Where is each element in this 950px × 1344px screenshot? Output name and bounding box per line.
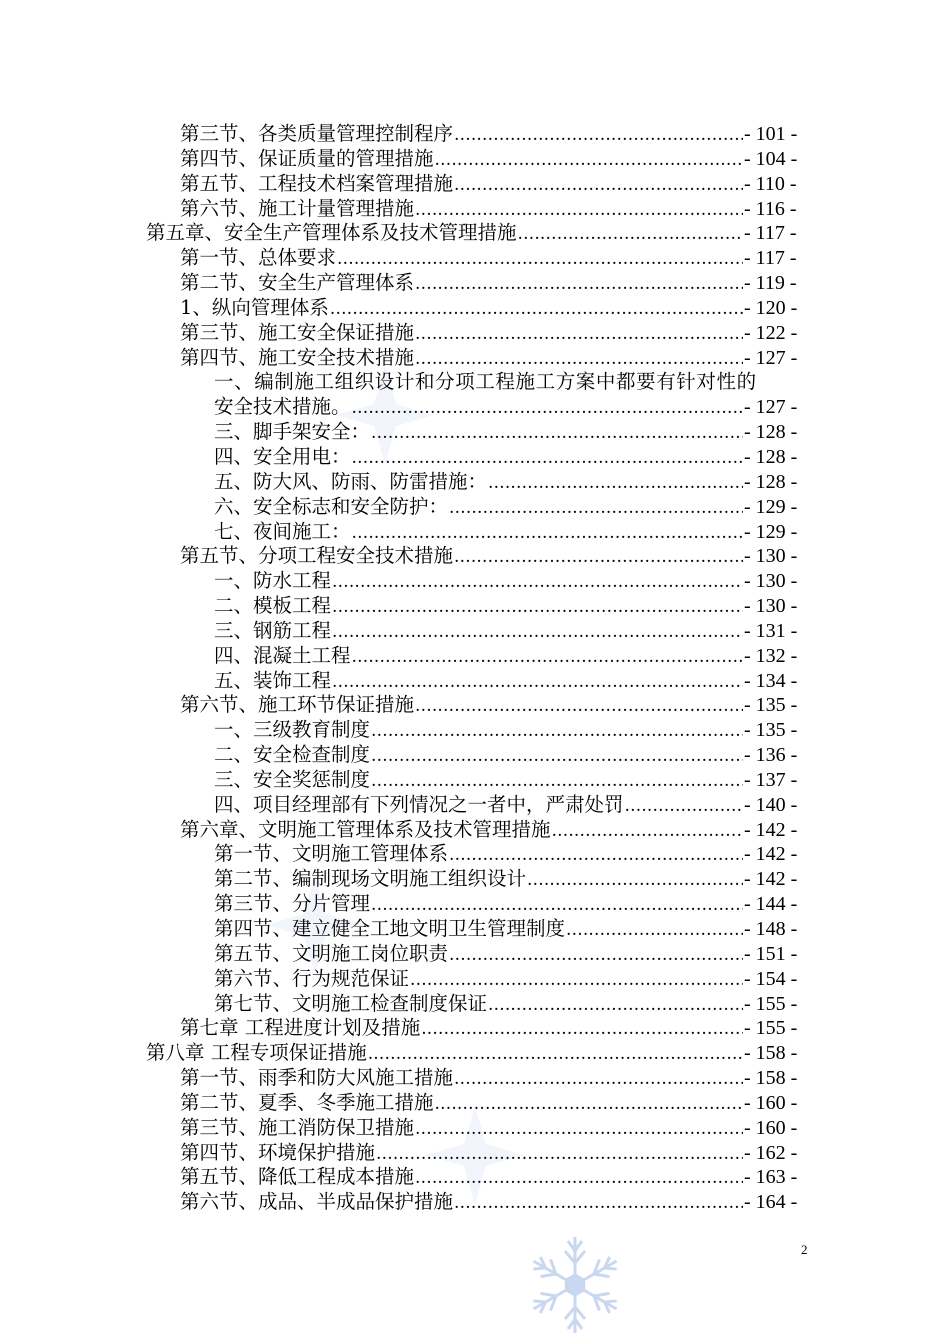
toc-entry-page-number: - 117 - <box>744 222 797 245</box>
toc-entry-title: 第四节、建立健全工地文明卫生管理制度 <box>214 917 566 940</box>
toc-entry-page-number: - 127 - <box>744 346 798 369</box>
dot-leader <box>449 842 743 868</box>
toc-entry[interactable] <box>214 569 806 594</box>
toc-entry[interactable] <box>214 942 806 967</box>
toc-entry-title: 第二节、安全生产管理体系 <box>180 271 415 295</box>
toc-entry[interactable] <box>180 321 806 346</box>
toc-entry-title: 第五节、文明施工岗位职责 <box>214 941 449 965</box>
toc-entry-title: 四、安全用电： <box>214 444 351 468</box>
dot-leader <box>337 246 743 272</box>
dot-leader <box>415 1165 743 1191</box>
toc-entry-title: 一、防水工程 <box>214 569 332 593</box>
toc-entry-title: 七、夜间施工： <box>214 519 351 543</box>
toc-entry[interactable] <box>180 1091 806 1116</box>
dot-leader <box>625 793 743 819</box>
dot-leader <box>371 768 743 794</box>
toc-entry[interactable] <box>214 793 806 818</box>
toc-entry-page-number: - 101 - <box>744 123 798 145</box>
dot-leader <box>566 917 743 943</box>
toc-entry[interactable] <box>214 892 806 917</box>
toc-entry[interactable] <box>214 917 806 942</box>
toc-entry-page-number: - 155 - <box>744 992 798 1015</box>
table-of-contents <box>0 122 950 1215</box>
toc-entry-title: 第六节、行为规范保证 <box>214 966 410 990</box>
dot-leader <box>371 420 743 446</box>
toc-entry-page-number: - 119 - <box>744 272 797 295</box>
toc-entry-title: 三、钢筋工程 <box>214 618 332 642</box>
toc-entry-title: 一、三级教育制度 <box>214 718 371 742</box>
dot-leader <box>449 942 743 968</box>
dot-leader <box>454 172 743 198</box>
toc-entry[interactable] <box>180 1165 806 1190</box>
toc-entry-page-number: - 129 - <box>744 495 798 518</box>
dot-leader <box>415 197 743 223</box>
toc-entry[interactable] <box>214 395 806 420</box>
toc-entry[interactable] <box>214 445 806 470</box>
toc-entry[interactable] <box>180 1066 806 1091</box>
dot-leader <box>352 644 743 670</box>
toc-entry-page-number: - 110 - <box>744 172 797 195</box>
toc-entry-page-number: - 120 - <box>744 296 798 319</box>
toc-entry-page-number: - 137 - <box>744 768 798 791</box>
dot-leader <box>371 743 743 769</box>
toc-entry-title: 三、安全奖惩制度 <box>214 767 371 791</box>
dot-leader <box>332 619 743 645</box>
toc-entry-page-number: - 129 - <box>744 520 798 543</box>
toc-entry[interactable] <box>180 1141 806 1166</box>
toc-entry-page-number: - 136 - <box>744 744 798 767</box>
toc-entry-title: 四、项目经理部有下列情况之一者中，严肃处罚 <box>214 792 624 816</box>
dot-leader <box>421 1016 743 1042</box>
toc-entry-title: 六、安全标志和安全防护： <box>214 494 449 518</box>
dot-leader <box>488 992 743 1018</box>
toc-entry[interactable] <box>214 743 806 768</box>
toc-entry[interactable] <box>180 197 806 222</box>
toc-entry-page-number: - 140 - <box>744 793 798 816</box>
toc-entry-title: 第六节、成品、半成品保护措施 <box>180 1190 454 1214</box>
dot-leader <box>435 147 743 173</box>
toc-entry[interactable] <box>180 246 806 271</box>
toc-entry[interactable] <box>180 122 806 147</box>
toc-entry[interactable] <box>214 867 806 892</box>
toc-entry-title: 第一节、文明施工管理体系 <box>214 842 449 866</box>
toc-entry[interactable] <box>214 520 806 545</box>
page-number: 2 <box>801 1242 808 1257</box>
dot-leader <box>415 346 743 372</box>
dot-leader <box>332 594 743 620</box>
toc-entry[interactable] <box>180 271 806 296</box>
dot-leader <box>352 445 743 471</box>
toc-entry-title: 1、纵向管理体系 <box>180 295 329 319</box>
toc-entry-page-number: - 135 - <box>744 719 798 742</box>
toc-entry[interactable] <box>180 346 806 371</box>
toc-entry-page-number: - 160 - <box>744 1116 798 1139</box>
dot-leader <box>415 1116 743 1142</box>
toc-entry-title: 第四节、施工安全技术措施 <box>180 345 415 369</box>
dot-leader <box>454 544 743 570</box>
snowflake-logo-icon <box>520 1230 630 1340</box>
toc-entry-title: 第七节、文明施工检查制度保证 <box>214 991 488 1015</box>
toc-entry-title: 三、脚手架安全： <box>214 420 371 444</box>
toc-entry-title: 五、装饰工程 <box>214 668 332 692</box>
toc-entry-title: 第三节、施工安全保证措施 <box>180 320 415 344</box>
toc-entry[interactable] <box>180 544 806 569</box>
toc-entry-page-number: - 142 - <box>744 818 798 841</box>
dot-leader <box>518 221 743 247</box>
toc-entry-page-number: - 142 - <box>744 843 798 866</box>
toc-entry[interactable] <box>214 420 806 445</box>
toc-entry-page-number: - 162 - <box>744 1141 798 1164</box>
dot-leader <box>410 967 743 993</box>
dot-leader <box>552 818 743 844</box>
toc-entry-page-number: - 131 - <box>744 619 798 642</box>
toc-entry-title: 第五章、安全生产管理体系及技术管理措施 <box>146 221 517 245</box>
toc-entry-title: 第四节、保证质量的管理措施 <box>180 146 434 170</box>
dot-leader <box>415 321 743 347</box>
toc-entry[interactable] <box>180 147 806 172</box>
toc-entry-title: 第七章 工程进度计划及措施 <box>180 1016 421 1040</box>
dot-leader <box>368 1041 743 1067</box>
toc-entry[interactable] <box>180 1190 806 1215</box>
toc-entry-title: 第三节、分片管理 <box>214 892 371 916</box>
dot-leader <box>415 693 743 719</box>
toc-entry-page-number: - 128 - <box>744 421 798 444</box>
toc-entry-title: 第三节、各类质量管理控制程序 <box>180 122 454 145</box>
toc-entry-page-number: - 132 - <box>744 644 798 667</box>
toc-entry[interactable] <box>180 1016 806 1041</box>
toc-entry[interactable] <box>214 842 806 867</box>
toc-entry-title: 第六节、施工计量管理措施 <box>180 196 415 220</box>
toc-entry[interactable] <box>214 768 806 793</box>
toc-entry-page-number: - 130 - <box>744 570 798 593</box>
toc-entry[interactable] <box>180 818 806 843</box>
dot-leader <box>435 1091 743 1117</box>
dot-leader <box>449 495 743 521</box>
dot-leader <box>415 271 743 297</box>
toc-entry[interactable] <box>214 619 806 644</box>
dot-leader <box>488 470 743 496</box>
toc-entry-title: 第六章、文明施工管理体系及技术管理措施 <box>180 817 551 841</box>
toc-entry[interactable] <box>146 1041 806 1066</box>
toc-entry-page-number: - 144 - <box>744 893 798 916</box>
toc-entry[interactable] <box>214 718 806 743</box>
toc-entry-page-number: - 117 - <box>744 247 797 270</box>
toc-entry-page-number: - 148 - <box>744 918 798 940</box>
toc-entry-title: 四、混凝土工程 <box>214 643 351 667</box>
dot-leader <box>454 1190 743 1216</box>
toc-entry-page-number: - 130 - <box>744 595 798 618</box>
toc-entry-page-number: - 130 - <box>744 545 798 568</box>
toc-rows <box>0 122 806 1215</box>
toc-entry-title: 第六节、施工环节保证措施 <box>180 693 415 717</box>
toc-entry-page-number: - 155 - <box>744 1017 798 1040</box>
toc-entry-page-number: - 154 - <box>744 967 798 990</box>
toc-entry[interactable] <box>146 221 806 246</box>
toc-entry-title: 第一节、总体要求 <box>180 246 337 270</box>
toc-entry-title: 第三节、施工消防保卫措施 <box>180 1115 415 1139</box>
toc-entry-page-number: - 134 - <box>744 669 798 692</box>
toc-entry-page-number: - 104 - <box>744 147 798 170</box>
dot-leader <box>352 520 743 546</box>
toc-entry[interactable] <box>214 992 806 1017</box>
dot-leader <box>332 569 743 595</box>
toc-entry-title: 第五节、分项工程安全技术措施 <box>180 544 454 568</box>
toc-entry-title: 二、安全检查制度 <box>214 743 371 767</box>
toc-entry-title: 第四节、环境保护措施 <box>180 1140 376 1164</box>
toc-entry-title: 安全技术措施。 <box>214 395 351 419</box>
toc-entry-title: 二、模板工程 <box>214 594 332 618</box>
toc-entry-page-number: - 116 - <box>744 197 797 220</box>
dot-leader <box>371 892 743 918</box>
toc-entry[interactable] <box>180 172 806 197</box>
dot-leader <box>376 1141 743 1167</box>
toc-entry-page-number: - 128 - <box>744 470 798 493</box>
toc-entry-title: 第二节、编制现场文明施工组织设计 <box>214 867 527 891</box>
toc-entry[interactable] <box>180 693 806 718</box>
toc-entry-page-number: - 160 - <box>744 1091 798 1114</box>
toc-entry[interactable] <box>214 594 806 619</box>
toc-entry[interactable] <box>214 495 806 520</box>
toc-entry-page-number: - 128 - <box>744 445 798 468</box>
toc-entry-page-number: - 122 - <box>744 321 798 344</box>
toc-entry[interactable] <box>180 1116 806 1141</box>
toc-entry-page-number: - 163 - <box>744 1166 798 1189</box>
dot-leader <box>352 395 743 421</box>
dot-leader <box>454 1066 743 1092</box>
toc-entry-title-line[interactable]: 一、编制施工组织设计和分项工程施工方案中都要有针对性的 <box>214 370 757 394</box>
dot-leader <box>454 122 743 148</box>
dot-leader <box>330 296 743 322</box>
toc-entry-page-number: - 158 - <box>744 1067 798 1090</box>
toc-entry-title: 第八章 工程专项保证措施 <box>146 1041 367 1065</box>
toc-entry-page-number: - 151 - <box>744 942 798 965</box>
dot-leader <box>371 718 743 744</box>
toc-entry-title: 五、防大风、防雨、防雷措施： <box>214 469 488 493</box>
dot-leader <box>527 867 743 893</box>
toc-entry-title: 第五节、工程技术档案管理措施 <box>180 171 454 195</box>
toc-entry[interactable] <box>214 669 806 694</box>
toc-entry-page-number: - 135 - <box>744 694 798 717</box>
toc-entry-title: 第二节、夏季、冬季施工措施 <box>180 1090 434 1114</box>
toc-entry[interactable] <box>214 644 806 669</box>
toc-entry[interactable] <box>214 967 806 992</box>
toc-entry-page-number: - 142 - <box>744 868 798 891</box>
dot-leader <box>332 669 743 695</box>
toc-entry-title: 第五节、降低工程成本措施 <box>180 1165 415 1189</box>
toc-entry-page-number: - 158 - <box>744 1042 798 1065</box>
toc-entry-page-number: - 164 - <box>744 1191 798 1214</box>
toc-entry[interactable] <box>214 470 806 495</box>
toc-entry[interactable] <box>180 296 806 321</box>
toc-entry-title: 第一节、雨季和防大风施工措施 <box>180 1066 454 1090</box>
toc-entry-page-number: - 127 - <box>744 396 798 419</box>
